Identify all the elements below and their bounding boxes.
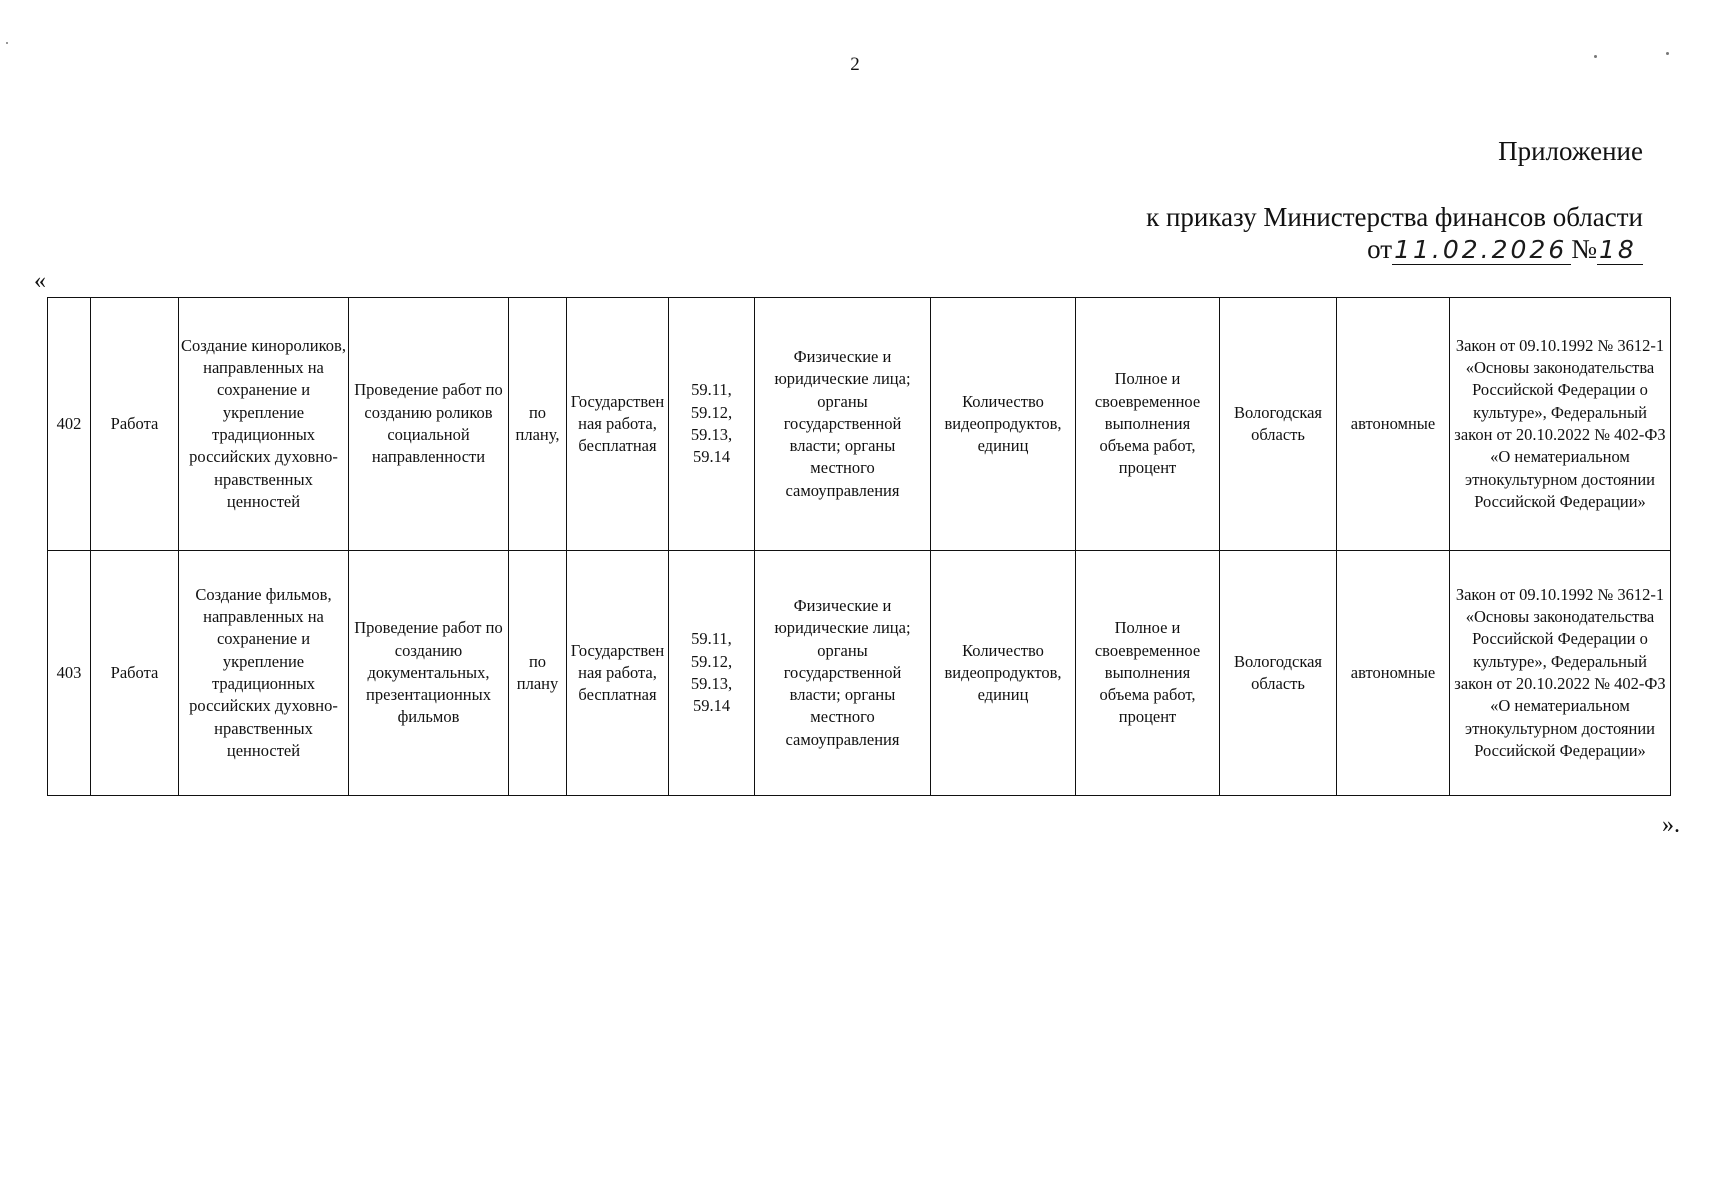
closing-quote: ». <box>1662 812 1680 838</box>
cell-kind: Государственная работа, бесплатная <box>567 298 669 551</box>
page-number: 2 <box>850 54 860 75</box>
cell-volume-indicator: Количество видеопродуктов, единиц <box>931 551 1076 796</box>
cell-legal-basis: Закон от 09.10.1992 № 3612-1 «Основы законодательства Российской Федерации о культуре», Федеральный закон от 20.10.2022 № 402-ФЗ «О нематериальном этнокультурном достоянии Российской Федерации» <box>1450 298 1671 551</box>
cell-condition: по плану <box>509 551 567 796</box>
order-reference: к приказу Министерства финансов области <box>1146 202 1643 232</box>
table-row <box>48 551 1671 796</box>
cell-code: 402 <box>48 298 91 551</box>
handwritten-date: 11.02.2026 <box>1392 236 1571 265</box>
scan-speck <box>1666 52 1669 55</box>
cell-legal-basis: Закон от 09.10.1992 № 3612-1 «Основы законодательства Российской Федерации о культуре», Федеральный закон от 20.10.2022 № 402-ФЗ «О нематериальном этнокультурном достоянии Российской Федерации» <box>1450 551 1671 796</box>
cell-institution-type: автономные <box>1337 551 1450 796</box>
scan-speck <box>1594 55 1597 58</box>
cell-quality-indicator: Полное и своевременное выполнения объема работ, процент <box>1076 298 1220 551</box>
table-row <box>48 298 1671 551</box>
order-date-line <box>1367 234 1643 265</box>
cell-institution-type: автономные <box>1337 298 1450 551</box>
cell-name: Создание кинороликов, направленных на сохранение и укрепление традиционных российских духовно-нравственных ценностей <box>179 298 349 551</box>
cell-territory: Вологодская область <box>1220 551 1337 796</box>
cell-kind: Государственная работа, бесплатная <box>567 551 669 796</box>
cell-type: Работа <box>91 298 179 551</box>
cell-name: Создание фильмов, направленных на сохранение и укрепление традиционных российских духовно-нравственных ценностей <box>179 551 349 796</box>
cell-content: Проведение работ по созданию документальных, презентационных фильмов <box>349 551 509 796</box>
cell-consumers: Физические и юридические лица; органы государственной власти; органы местного самоуправления <box>755 551 931 796</box>
cell-volume-indicator: Количество видеопродуктов, единиц <box>931 298 1076 551</box>
appendix-title: Приложение <box>1498 136 1643 166</box>
cell-condition: по плану, <box>509 298 567 551</box>
number-sign: № <box>1571 234 1597 264</box>
handwritten-number: 18 <box>1597 236 1643 265</box>
cell-content: Проведение работ по созданию роликов социальной направленности <box>349 298 509 551</box>
opening-quote: « <box>34 268 46 294</box>
cell-okved: 59.11, 59.12, 59.13, 59.14 <box>669 551 755 796</box>
scan-speck <box>6 42 8 44</box>
cell-territory: Вологодская область <box>1220 298 1337 551</box>
cell-okved: 59.11, 59.12, 59.13, 59.14 <box>669 298 755 551</box>
cell-quality-indicator: Полное и своевременное выполнения объема работ, процент <box>1076 551 1220 796</box>
cell-consumers: Физические и юридические лица; органы государственной власти; органы местного самоуправления <box>755 298 931 551</box>
cell-type: Работа <box>91 551 179 796</box>
date-prefix: от <box>1367 234 1393 264</box>
cell-code: 403 <box>48 551 91 796</box>
services-table <box>47 297 1671 796</box>
